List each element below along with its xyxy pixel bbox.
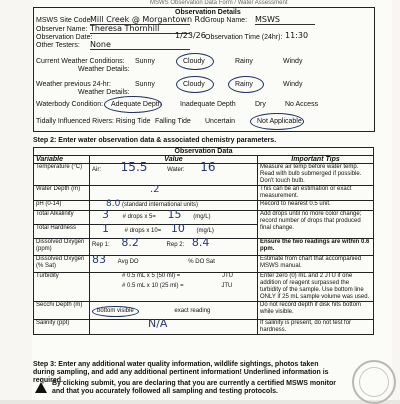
table-row: [34, 273, 374, 302]
table-row: [34, 239, 374, 256]
site-code-value[interactable]: Mill Creek @ Morgantown Rd: [90, 15, 206, 24]
current-weather-details-label: Weather Details:: [78, 66, 130, 73]
date-value[interactable]: 1/23/26: [175, 31, 206, 40]
salinity-value[interactable]: N/A: [148, 317, 168, 330]
turbidity-unit2: JTU: [221, 283, 233, 289]
hardness-drops-label: # drops x 10=: [124, 228, 162, 234]
current-cloudy-option[interactable]: Cloudy: [183, 58, 205, 65]
turbidity-line2: # 0.5 mL x 10 (25 ml) =: [122, 283, 184, 289]
waterbody-no-access-option[interactable]: No Access: [285, 101, 319, 108]
table-title-row: [34, 148, 374, 156]
table-row: [34, 211, 374, 225]
do-sat-value-cell[interactable]: [90, 253, 258, 273]
current-rainy-option[interactable]: Rainy: [235, 58, 253, 65]
temp-value-cell[interactable]: [90, 160, 258, 186]
do-sat-tip: Estimate from chart that accompanied MSWS manual.: [258, 256, 374, 273]
observer-value[interactable]: Theresa Thornhill: [90, 24, 190, 34]
past-cloudy-circle: [176, 76, 214, 93]
waterbody-inadequate-option[interactable]: Inadequate Depth: [180, 101, 236, 108]
do-sat-label: Dissolved Oxygen (% Sat): [34, 256, 90, 273]
do-sat-value[interactable]: 83: [92, 253, 106, 266]
waterbody-label: Waterbody Condition:: [36, 101, 104, 108]
waterbody-adequate-option[interactable]: Adequate Depth: [111, 101, 162, 108]
depth-label: Water Depth (m): [34, 186, 90, 201]
current-sunny-option[interactable]: Sunny: [135, 58, 155, 65]
depth-tip: This can be an estimation or exact measurement.: [258, 186, 374, 201]
salinity-value-cell[interactable]: [90, 317, 258, 335]
past-weather-details-label: Weather Details:: [78, 89, 130, 96]
turbidity-value-cell[interactable]: [90, 273, 258, 302]
ph-tip: Record to nearest 0.5 unit.: [258, 201, 374, 211]
salinity-tip: If salinity is present, do not test for hardness.: [258, 320, 374, 335]
rep1-label: Rep 1:: [92, 242, 110, 248]
group-name-value[interactable]: MSWS: [255, 15, 315, 25]
time-value[interactable]: 11:30: [285, 31, 309, 40]
hardness-drops[interactable]: 1: [102, 222, 109, 235]
alkalinity-value[interactable]: 15: [167, 208, 182, 221]
do-tip: Ensure the two readings are within 0.6 ppm.: [258, 239, 374, 256]
tidal-not-applicable-option[interactable]: Not Applicable: [257, 118, 302, 125]
air-temp-value[interactable]: 15.5: [120, 160, 148, 174]
table-row: [34, 164, 374, 186]
adequate-depth-circle: [104, 96, 162, 113]
past-rainy-circle: [228, 76, 264, 93]
seal-inner-ring: [359, 367, 389, 397]
ph-label: pH (0-14): [34, 201, 90, 211]
alkalinity-label: Total Alkalinity: [34, 211, 90, 225]
avg-do-label: Avg DO: [117, 259, 139, 265]
water-label: Water:: [167, 167, 185, 173]
do-value-cell[interactable]: [90, 236, 258, 256]
other-testers-value[interactable]: None: [90, 40, 190, 50]
alk-hardness-tip: Add drops until no more color change; record number of drops that produced final change.: [258, 211, 374, 239]
waterbody-dry-option[interactable]: Dry: [255, 101, 266, 108]
table-row: [34, 186, 374, 201]
step2-title: Step 2: Enter water observation data & associated chemistry parameters.: [33, 137, 277, 144]
alkalinity-unit: (mg/L): [193, 214, 211, 220]
rep2-label: Rep 2:: [166, 242, 185, 248]
col-tips: Important Tips: [258, 156, 374, 164]
temp-label: Temperature (°C): [34, 164, 90, 186]
current-weather-label: Current Weather Conditions:: [36, 58, 125, 65]
do-sat-pct-label: % DO Sat: [188, 259, 215, 265]
rep2-value[interactable]: 8.4: [191, 236, 210, 249]
not-applicable-circle: [250, 113, 304, 130]
ph-value[interactable]: 8.0: [106, 199, 121, 209]
past-cloudy-option[interactable]: Cloudy: [183, 81, 205, 88]
turbidity-tip: Enter zero (0) mL and 2 JTU if one addition of reagent surpassed the turbidity of the sample. Use bottom line ONLY if 25 mL sample volume was used.: [258, 273, 374, 302]
past-weather-label: Weather previous 24-hr:: [36, 81, 111, 88]
past-sunny-option[interactable]: Sunny: [135, 81, 155, 88]
air-label: Air:: [92, 167, 101, 173]
current-cloudy-circle: [176, 53, 214, 70]
current-windy-option[interactable]: Windy: [283, 58, 303, 65]
other-testers-label: Other Testers:: [36, 42, 80, 49]
table-row: [34, 201, 374, 211]
secchi-value-cell[interactable]: [90, 302, 258, 320]
table-row: [34, 256, 374, 273]
col-value: Value: [90, 156, 258, 164]
time-label: Observation Time (24hr):: [205, 34, 283, 41]
observation-data-table: [33, 147, 374, 335]
table-row: [34, 320, 374, 335]
secchi-tip: Do not record depth if disk hits bottom while visible.: [258, 302, 374, 320]
secchi-bottom-visible-option[interactable]: bottom visible: [92, 306, 139, 317]
tidal-label: Tidally Influenced Rivers: Rising Tide: [36, 118, 151, 125]
hardness-label: Total Hardness: [34, 225, 90, 239]
ph-note: (standard international units): [122, 202, 199, 208]
secchi-exact-reading-option[interactable]: exact reading: [174, 308, 211, 314]
do-label: Dissolved Oxygen (ppm): [34, 239, 90, 256]
table-title: Observation Data: [34, 148, 374, 156]
past-windy-option[interactable]: Windy: [283, 81, 303, 88]
alkalinity-drops-label: # drops x 5=: [122, 214, 156, 220]
hardness-value-cell[interactable]: [90, 222, 258, 239]
top-partial-text: MSWS Observation Data Form / Water Assessment: [150, 0, 288, 6]
step3-text: Step 3: Enter any additional water quality information, wildlife sightings, photos taken during sampling, and add any additional pertinent information! Underlined information is required.: [33, 361, 329, 384]
certification-statement: By clicking submit, you are declaring that you are currently a certified MSWS monitor and that you accurately followed all sampling and testing protocols.: [52, 380, 336, 395]
tidal-uncertain-option[interactable]: Uncertain: [205, 118, 235, 125]
hardness-unit: (mg/L): [196, 228, 214, 234]
warning-icon: [35, 382, 47, 393]
observer-label: Observer Name:: [36, 26, 88, 33]
past-rainy-option[interactable]: Rainy: [235, 81, 253, 88]
site-code-label: MSWS Site Code:: [36, 17, 93, 24]
date-label: Observation Date:: [36, 34, 93, 41]
tidal-falling-option[interactable]: Falling Tide: [155, 118, 191, 125]
alkalinity-drops[interactable]: 3: [102, 208, 109, 221]
depth-value[interactable]: .2: [150, 184, 160, 195]
hardness-value[interactable]: 10: [170, 222, 185, 235]
group-name-label: Group Name:: [205, 17, 248, 24]
temp-tip: Measure air temp before water temp. Read with bulb submerged if possible. Don't touch bulb.: [258, 164, 374, 186]
col-variable: Variable: [34, 156, 90, 164]
water-temp-value[interactable]: 16: [200, 160, 216, 174]
turbidity-label: Turbidity: [34, 273, 90, 302]
salinity-label: Salinity (ppt): [34, 320, 90, 335]
watermark-seal: [352, 360, 396, 404]
turbidity-line1: # 0.5 mL x 5 (50 ml) =: [122, 273, 181, 279]
table-row: [34, 302, 374, 320]
rep1-value[interactable]: 8.2: [121, 236, 139, 249]
secchi-label: Secchi Depth (m): [34, 302, 90, 320]
turbidity-unit1: JTU: [221, 273, 233, 279]
obs-details-title: Observation Details: [175, 9, 241, 16]
